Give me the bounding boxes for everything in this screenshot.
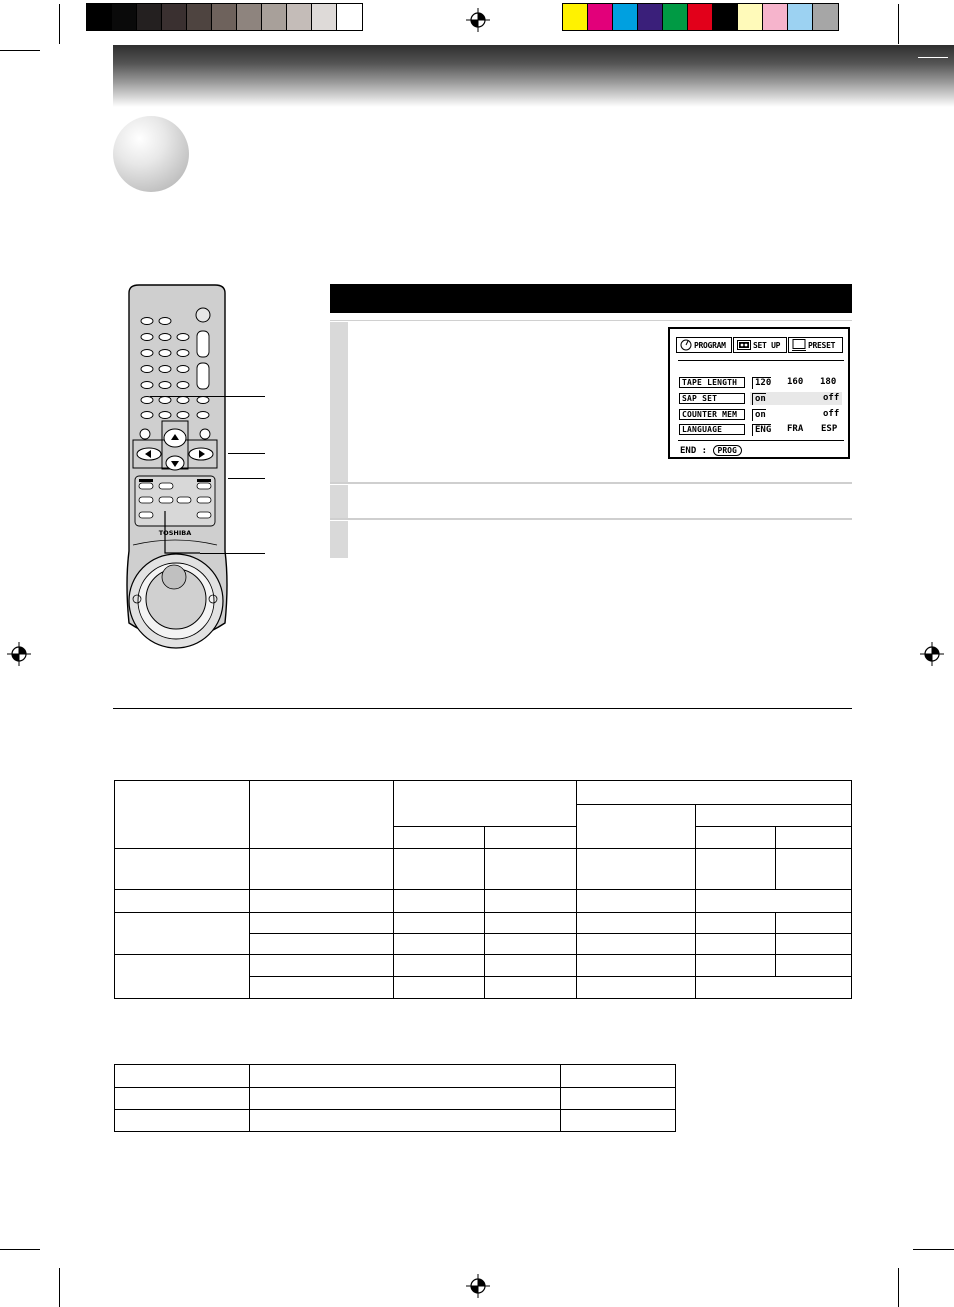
table-cell <box>696 827 776 849</box>
cassette-icon <box>737 340 751 350</box>
table-cell <box>485 912 577 933</box>
tape-length-option: 160 <box>787 377 804 387</box>
sap-set-option: off <box>823 393 840 403</box>
step-separator <box>330 320 852 321</box>
table-cell <box>776 849 852 890</box>
table-cell <box>249 849 393 890</box>
table-cell <box>249 781 393 849</box>
step-1-bar <box>330 322 348 482</box>
table-cell <box>577 933 696 954</box>
table-cell <box>115 890 250 912</box>
table-cell <box>393 912 485 933</box>
color-swatch <box>237 4 262 30</box>
color-swatch <box>112 4 137 30</box>
registration-mark-icon <box>466 1274 490 1298</box>
sap-set-label: SAP SET <box>679 393 745 404</box>
table-cell <box>393 976 485 998</box>
crop-mark <box>0 50 40 51</box>
table-cell <box>115 954 250 998</box>
table-cell <box>696 805 852 827</box>
table-cell <box>561 1110 676 1132</box>
step-2-bar <box>330 485 348 518</box>
setup-menu-screen <box>668 327 850 459</box>
color-swatch <box>287 4 312 30</box>
table-cell <box>249 890 393 912</box>
section-bubble-icon <box>113 116 189 192</box>
color-swatch <box>187 4 212 30</box>
table-cell <box>485 849 577 890</box>
color-swatch <box>663 4 688 30</box>
crop-mark <box>59 1268 60 1307</box>
table-cell <box>577 781 852 805</box>
tape-length-option: 120 <box>752 377 771 389</box>
color-swatch <box>262 4 287 30</box>
table-cell <box>776 827 852 849</box>
table-cell <box>776 912 852 933</box>
remote-control-illustration <box>125 283 229 649</box>
registration-mark-icon <box>920 642 944 666</box>
color-swatch <box>563 4 588 30</box>
table-cell <box>393 781 577 827</box>
callout-line <box>150 396 265 397</box>
color-swatch <box>312 4 337 30</box>
table-cell <box>393 827 485 849</box>
tape-length-option: 180 <box>820 377 837 387</box>
table-cell <box>696 912 776 933</box>
table-cell <box>577 976 696 998</box>
color-swatch <box>763 4 788 30</box>
clock-icon <box>680 339 692 351</box>
table-cell <box>249 954 393 976</box>
tab-program-label: PROGRAM <box>694 340 726 350</box>
table-cell <box>577 805 696 849</box>
color-swatch <box>613 4 638 30</box>
table-cell <box>561 1088 676 1110</box>
end-instruction <box>680 445 742 456</box>
callout-line <box>228 453 265 454</box>
table-cell <box>115 781 250 849</box>
table-cell <box>485 933 577 954</box>
color-swatch <box>713 4 738 30</box>
table-cell <box>249 933 393 954</box>
header-accent-line <box>918 57 948 58</box>
section-divider <box>113 708 852 709</box>
tape-length-label: TAPE LENGTH <box>679 377 745 388</box>
osd-rule <box>678 360 844 361</box>
table-cell <box>249 1065 560 1088</box>
procedure-header-bar <box>330 284 852 313</box>
color-swatch <box>813 4 838 30</box>
language-option: ENG <box>752 424 771 436</box>
table-cell <box>485 976 577 998</box>
table-cell <box>249 976 393 998</box>
table-cell <box>115 1088 250 1110</box>
table-cell <box>485 890 577 912</box>
color-swatch <box>162 4 187 30</box>
color-swatch <box>337 4 362 30</box>
table-cell <box>249 1088 560 1110</box>
table-cell <box>115 1110 250 1132</box>
crop-mark <box>0 1249 40 1250</box>
registration-mark-icon <box>7 642 31 666</box>
table-cell <box>485 954 577 976</box>
remote-brand-label: TOSHIBA <box>158 529 192 537</box>
table-cell <box>393 890 485 912</box>
tab-preset-label: PRESET <box>808 340 836 350</box>
tv-icon <box>792 339 806 351</box>
table-cell <box>249 912 393 933</box>
language-option: FRA <box>787 424 804 434</box>
tab-program <box>676 337 732 353</box>
crop-mark <box>913 1249 954 1250</box>
table-cell <box>577 912 696 933</box>
callout-line <box>200 553 265 554</box>
table-cell <box>696 890 852 912</box>
table-cell <box>485 827 577 849</box>
color-swatch <box>638 4 663 30</box>
table-cell <box>115 1065 250 1088</box>
table-cell <box>393 933 485 954</box>
color-swatch <box>738 4 763 30</box>
color-bar-left <box>86 3 363 31</box>
tab-setup-label: SET UP <box>753 340 781 350</box>
crop-mark <box>898 4 899 44</box>
step-separator <box>330 518 852 520</box>
table-cell <box>696 849 776 890</box>
language-label: LANGUAGE <box>679 424 745 435</box>
table-cell <box>115 912 250 954</box>
table-cell <box>393 849 485 890</box>
spec-table <box>114 780 852 999</box>
table-cell <box>115 849 250 890</box>
table-cell <box>696 954 776 976</box>
color-swatch <box>788 4 813 30</box>
table-cell <box>561 1065 676 1088</box>
counter-mem-label: COUNTER MEM <box>679 409 745 420</box>
step-separator <box>330 482 852 484</box>
table-cell <box>776 933 852 954</box>
end-label: END : <box>680 446 708 456</box>
table-cell <box>393 954 485 976</box>
color-swatch <box>588 4 613 30</box>
step-3-bar <box>330 521 348 558</box>
callout-line <box>228 478 265 479</box>
table-cell <box>249 1110 560 1132</box>
table-cell <box>577 890 696 912</box>
section-header-band <box>113 45 954 107</box>
table-cell <box>577 954 696 976</box>
tab-setup <box>733 337 787 353</box>
color-bar-right <box>562 3 839 31</box>
counter-mem-option: on <box>752 409 766 421</box>
crop-mark <box>59 4 60 44</box>
table-cell <box>577 849 696 890</box>
counter-mem-option: off <box>823 409 840 419</box>
tab-preset <box>788 337 843 353</box>
color-swatch <box>212 4 237 30</box>
secondary-table <box>114 1064 676 1132</box>
sap-set-option: on <box>752 393 766 405</box>
crop-mark <box>898 1268 899 1307</box>
color-swatch <box>137 4 162 30</box>
registration-mark-icon <box>466 8 490 32</box>
table-cell <box>776 954 852 976</box>
table-cell <box>696 976 852 998</box>
osd-rule <box>678 440 844 441</box>
language-option: ESP <box>821 424 838 434</box>
table-cell <box>696 933 776 954</box>
color-swatch <box>87 4 112 30</box>
color-swatch <box>688 4 713 30</box>
prog-button-icon: PROG <box>713 445 742 456</box>
